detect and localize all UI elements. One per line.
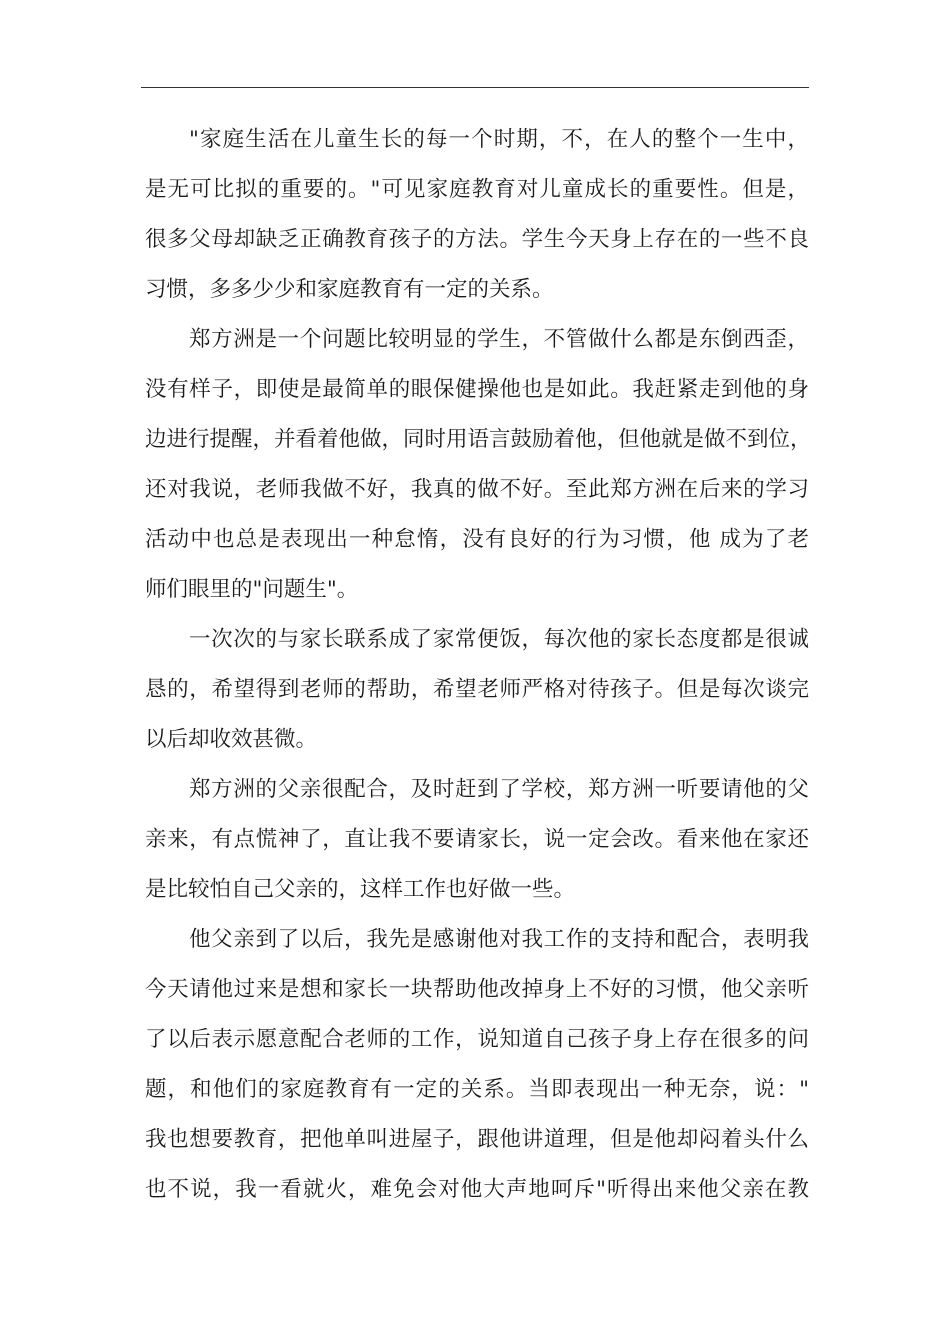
- document-body: [145, 115, 812, 1215]
- text-line: 他父亲到了以后，我先是感谢他对我工作的支持和配合，表明我: [189, 927, 809, 952]
- text-line: 今天请他过来是想和家长一块帮助他改掉身上不好的习惯，他父亲听: [145, 977, 809, 1002]
- paragraph: [145, 115, 809, 315]
- text-line: 没有样子，即使是最简单的眼保健操他也是如此。我赶紧走到他的身: [145, 377, 809, 402]
- paragraph: [145, 315, 812, 615]
- text-line: 亲来，有点慌神了，直让我不要请家长，说一定会改。看来他在家还: [145, 827, 809, 852]
- text-line: 很多父母却缺乏正确教育孩子的方法。学生今天身上存在的一些不良: [145, 227, 809, 252]
- text-line: 还对我说，老师我做不好，我真的做不好。至此郑方洲在后来的学习: [145, 477, 809, 502]
- header-rule: [141, 87, 809, 88]
- text-line: 我也想要教育，把他单叫进屋子，跟他讲道理，但是他却闷着头什么: [145, 1127, 809, 1152]
- text-line: 是比较怕自己父亲的，这样工作也好做一些。: [145, 877, 576, 902]
- text-line: 边进行提醒，并看着他做，同时用语言鼓励着他，但他就是做不到位，: [145, 427, 812, 452]
- text-line: 郑方洲是一个问题比较明显的学生，不管做什么都是东倒西歪，: [189, 327, 809, 352]
- text-line: 以后却收效甚微。: [145, 727, 318, 752]
- paragraph: [145, 765, 809, 915]
- text-line: 一次次的与家长联系成了家常便饭，每次他的家长态度都是很诚: [189, 627, 809, 652]
- text-line: "家庭生活在儿童生长的每一个时期，不，在人的整个一生中，: [189, 127, 809, 152]
- text-line: 也不说，我一看就火，难免会对他大声地呵斥"听得出来他父亲在教: [145, 1177, 809, 1202]
- text-line: 题，和他们的家庭教育有一定的关系。当即表现出一种无奈，说：": [145, 1077, 809, 1102]
- text-line: 活动中也总是表现出一种怠惰，没有良好的行为习惯，他 成为了老: [145, 527, 809, 552]
- text-line: 师们眼里的"问题生"。: [145, 577, 359, 602]
- paragraph: [145, 615, 809, 765]
- text-line: 是无可比拟的重要的。"可见家庭教育对儿童成长的重要性。但是，: [145, 177, 809, 202]
- text-line: 习惯，多多少少和家庭教育有一定的关系。: [145, 277, 554, 302]
- paragraph: [145, 915, 809, 1215]
- text-line: 郑方洲的父亲很配合，及时赶到了学校，郑方洲一听要请他的父: [189, 777, 809, 802]
- text-line: 恳的，希望得到老师的帮助，希望老师严格对待孩子。但是每次谈完: [145, 677, 809, 702]
- text-line: 了以后表示愿意配合老师的工作，说知道自己孩子身上存在很多的问: [145, 1027, 809, 1052]
